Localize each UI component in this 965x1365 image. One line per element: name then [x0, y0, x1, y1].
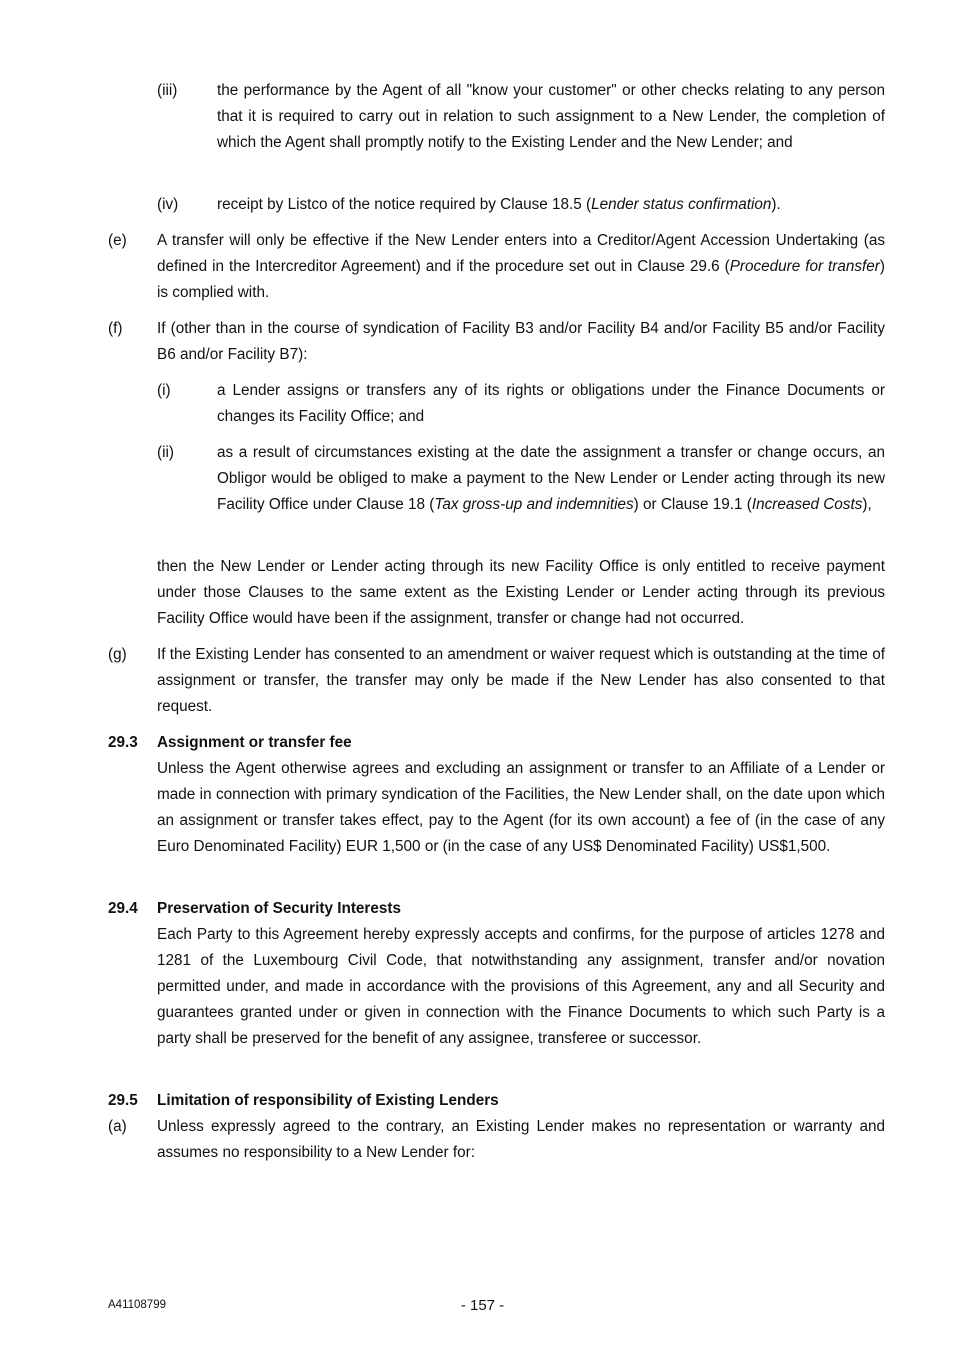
item-f-then-paragraph: then the New Lender or Lender acting through its new Facility Office is only entitled to receive payment under those Clauses to the same extent as the Existing Lender or Lender acting through its previous Facility Office would have been if the assignment, transfer or change had not occurred. [157, 558, 885, 627]
item-f-ii-text-before: as a result of circumstances existing at the date the assignment a transfer or change occurs, an Obligor would be obliged to make a payment to the New Lender or Lender acting through its new Facility Office under Clause 18 ( [217, 444, 885, 513]
item-f-ii-italic-1: Tax gross-up and indemnities [434, 496, 634, 513]
section-title-29-4: Preservation of Security Interests [157, 900, 401, 917]
item-text-29-5-a: Unless expressly agreed to the contrary, an Existing Lender makes no representation or warranty and assumes no responsibility to a New Lender for: [157, 1118, 885, 1161]
item-text-f-ii [217, 440, 885, 518]
item-f-ii-text-after: ), [862, 496, 872, 513]
item-label-g: (g) [108, 646, 127, 663]
item-iv-text-after: ). [771, 196, 781, 213]
section-body-29-4: Each Party to this Agreement hereby expressly accepts and confirms, for the purpose of articles 1278 and 1281 of the Luxembourg Civil Code, that notwithstanding any assignment, transfer and/or novation permitted under, and made in accordance with the provisions of this Agreement, any and all Security and guarantees granted under or given in connection with the Finance Documents to which such Party is a party shall be preserved for the benefit of any assignee, transferee or successor. [157, 926, 885, 1047]
section-number-29-5: 29.5 [108, 1092, 138, 1109]
item-f-ii-italic-2: Increased Costs [751, 496, 863, 513]
item-label-iii: (iii) [157, 82, 178, 99]
item-text-iii: the performance by the Agent of all "know your customer" or other checks relating to any person that it is required to carry out in relation to such assignment to a New Lender, the completion of which the Agent shall promptly notify to the Existing Lender and the New Lender; and [217, 82, 885, 151]
item-f-ii-text-mid: ) or Clause 19.1 ( [633, 496, 752, 513]
item-label-f: (f) [108, 320, 123, 337]
item-iv-text-before: receipt by Listco of the notice required by Clause 18.5 ( [217, 196, 592, 213]
item-text-f: If (other than in the course of syndication of Facility B3 and/or Facility B4 and/or Facility B5 and/or Facility B6 and/or Facility B7): [157, 320, 885, 363]
section-body-29-3: Unless the Agent otherwise agrees and excluding an assignment or transfer to an Affiliate of a Lender or made in connection with primary syndication of the Facilities, the New Lender shall, on the date upon which an assignment or transfer takes effect, pay to the Agent (for its own account) a fee of (in the case of any Euro Denominated Facility) EUR 1,500 or (in the case of any US$ Denominated Facility) US$1,500. [157, 760, 885, 855]
item-text-iv [217, 192, 885, 218]
item-e-italic: Procedure for transfer [729, 258, 880, 275]
item-label-e: (e) [108, 232, 127, 249]
item-e-text-after: ) is complied with. [157, 258, 885, 301]
item-label-f-ii: (ii) [157, 444, 174, 461]
section-number-29-3: 29.3 [108, 734, 138, 751]
item-e-text-before: A transfer will only be effective if the New Lender enters into a Creditor/Agent Accession Undertaking (as defined in the Intercreditor Agreement) and if the procedure set out in Clause 29.6 ( [157, 232, 885, 275]
section-title-29-3: Assignment or transfer fee [157, 734, 352, 751]
document-reference: A41108799 [108, 1299, 166, 1311]
item-label-iv: (iv) [157, 196, 179, 213]
page-number: - 157 - [460, 1297, 505, 1314]
item-text-e [157, 228, 885, 306]
section-number-29-4: 29.4 [108, 900, 138, 917]
item-label-29-5-a: (a) [108, 1118, 127, 1135]
item-iv-italic: Lender status confirmation [591, 196, 772, 213]
item-text-g: If the Existing Lender has consented to an amendment or waiver request which is outstanding at the time of assignment or transfer, the transfer may only be made if the New Lender has also consented to that request. [157, 646, 885, 715]
section-title-29-5: Limitation of responsibility of Existing Lenders [157, 1092, 499, 1109]
item-label-f-i: (i) [157, 382, 171, 399]
item-text-f-i: a Lender assigns or transfers any of its rights or obligations under the Finance Documents or changes its Facility Office; and [217, 382, 885, 425]
